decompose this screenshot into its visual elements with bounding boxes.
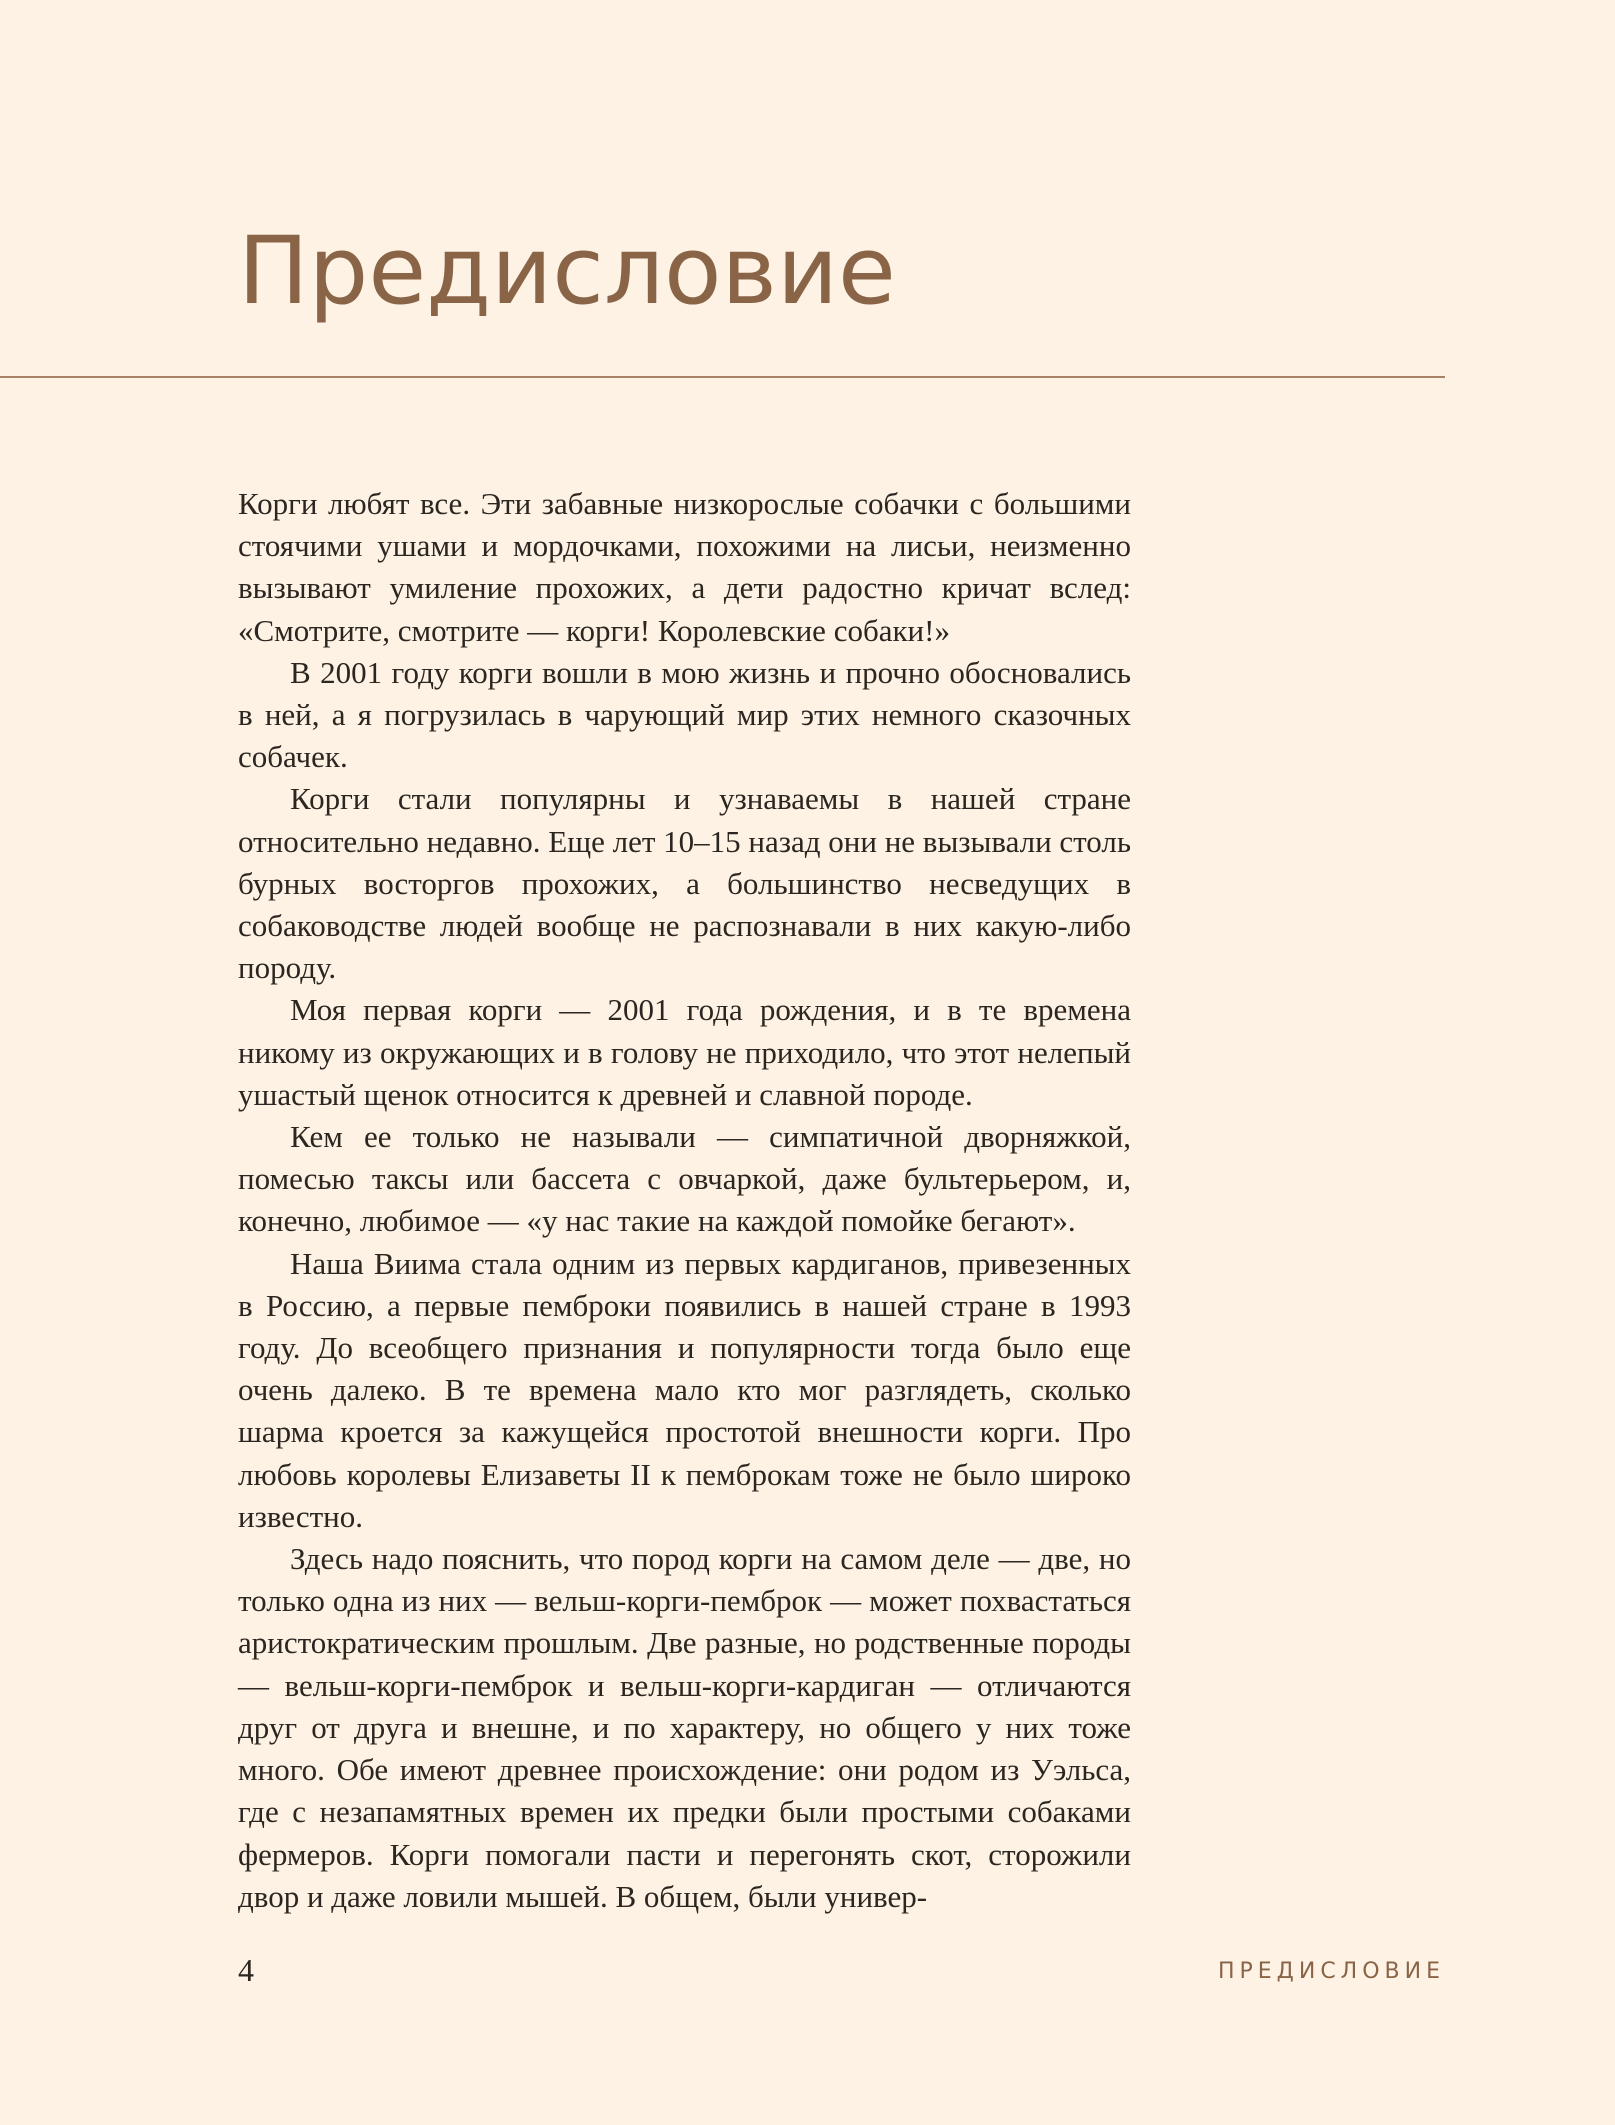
paragraph-3: Корги стали популярны и узнаваемы в нашей стране относительно недавно. Еще лет 10–15 назад они не вызывали столь бурных восторгов прохожих, а большинство несведущих в собаководстве людей вообще не распознавали в них какую-либо породу.: [238, 781, 1132, 986]
paragraph-7: Здесь надо пояснить, что пород корги на самом деле — две, но только одна из них — вельш-корги-пемброк — может похвастаться аристократическим прошлым. Две разные, но родственные породы — вельш-корги-пемброк и вельш-корги-кардиган — отличаются друг от друга и внешне, и по характеру, но общего у них тоже много. Обе имеют древнее происхождение: они родом из Уэльса, где с незапамятных времен их предки были простыми собаками фермеров. Корги помогали пасти и перегонять скот, сторожили двор и даже ловили мышей. В общем, были универ-: [238, 1541, 1131, 1914]
paragraph-5: Кем ее только не называли — симпатичной дворняжкой, помесью таксы или бассета с овчаркой, даже бультерьером, и, конечно, любимое — «у нас такие на каждой помойке бегают».: [238, 1119, 1131, 1239]
running-head: ПРЕДИСЛОВИЕ: [1217, 1959, 1445, 1984]
page-title: Предисловие: [238, 217, 896, 326]
paragraph-4: Моя первая корги — 2001 года рождения, и в те времена никому из окружающих и в голову не приходило, что этот нелепый ушастый щенок относится к древней и славной породе.: [238, 992, 1131, 1112]
body-text: [238, 483, 1131, 1918]
page-number: 4: [238, 1952, 254, 1988]
paragraph-2: В 2001 году корги вошли в мою жизнь и прочно обосновались в ней, а я погрузилась в чарующий мир этих немного сказочных собачек.: [238, 654, 1131, 775]
title-divider: [0, 376, 1445, 378]
paragraph-1: Корги любят все. Эти забавные низкорослые собачки с большими стоячими ушами и мордочками, похожими на лисьи, неизменно вызывают умиление прохожих, а дети радостно кричат вслед: «Смотрите, смотрите — корги! Королевские собаки!»: [238, 486, 1131, 648]
paragraph-6: Наша Виима стала одним из первых кардиганов, привезенных в Россию, а первые пемброки появились в нашей стране в 1993 году. До всеобщего признания и популярности тогда было еще очень далеко. В те времена мало кто мог разглядеть, сколько шарма кроется за кажущейся простотой внешности корги. Про любовь королевы Елизаветы II к пемброкам тоже не было широко известно.: [238, 1245, 1131, 1534]
